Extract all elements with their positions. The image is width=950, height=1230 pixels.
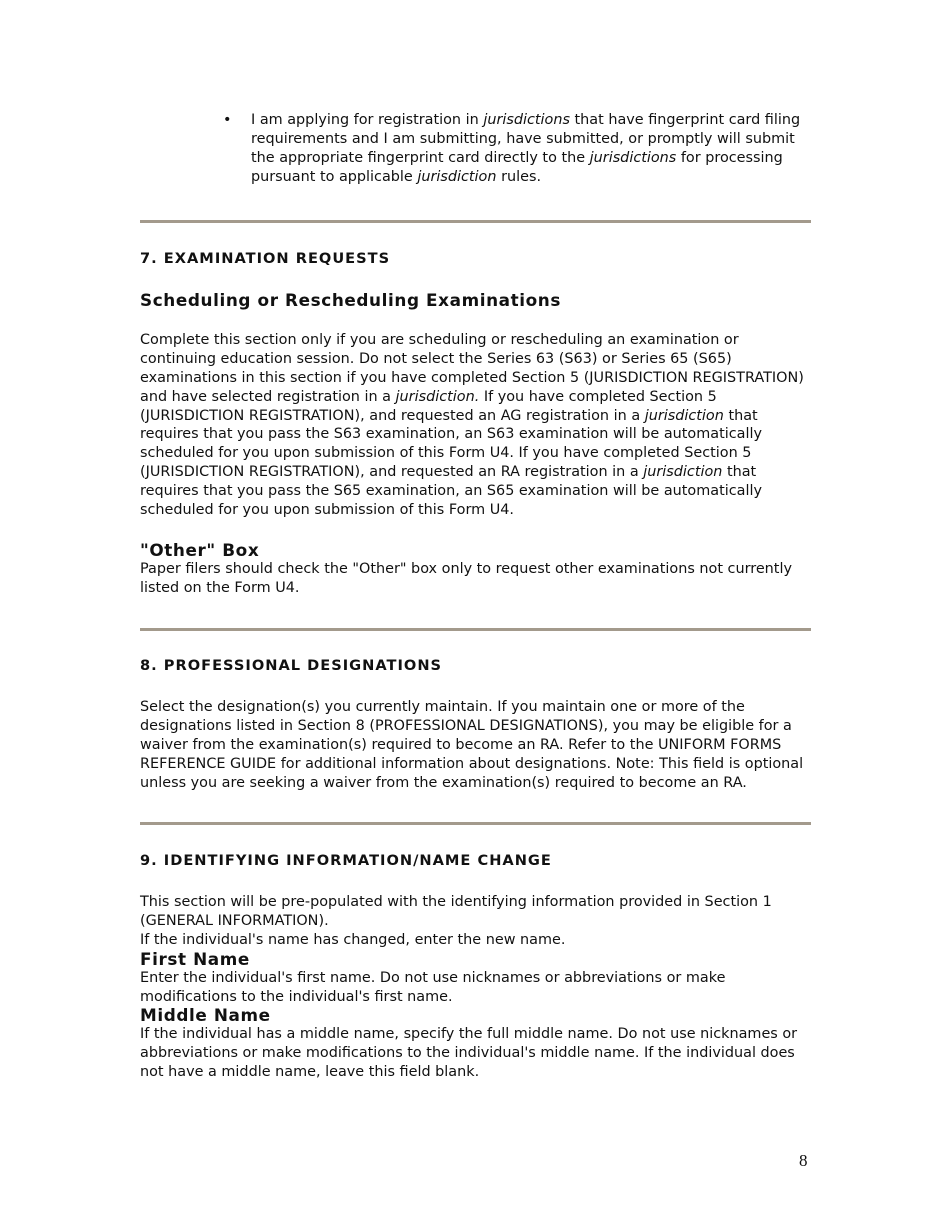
section-8-body	[140, 698, 812, 793]
section-9-body	[140, 893, 812, 1082]
scheduling-subheading: Scheduling or Rescheduling Examinations	[140, 290, 561, 310]
fingerprint-bullet	[223, 111, 813, 187]
other-box-text: Paper filers should check the "Other" box only to request other examinations not currently listed on the Form U4.	[140, 560, 792, 596]
section-divider	[140, 628, 811, 631]
name-change-text: If the individual's name has changed, enter the new name.	[140, 931, 566, 948]
section-7-body	[140, 291, 812, 598]
section-7-heading: 7. EXAMINATION REQUESTS	[140, 250, 391, 267]
first-name-text: Enter the individual's first name. Do not use nicknames or abbreviations or make modifications to the individual's first name.	[140, 969, 726, 1005]
section-8-heading: 8. PROFESSIONAL DESIGNATIONS	[140, 657, 443, 674]
section-divider	[140, 822, 811, 825]
fingerprint-bullet-text: I am applying for registration in jurisdictions that have fingerprint card filing requirements and I am submitting, have submitted, or promptly will submit the appropriate fingerprint card directly to the jurisdictions for processing pursuant to applicable jurisdiction rules.	[251, 112, 801, 185]
section-9-intro: This section will be pre-populated with the identifying information provided in Section 1 (GENERAL INFORMATION).	[140, 894, 772, 929]
section-9-heading: 9. IDENTIFYING INFORMATION/NAME CHANGE	[140, 852, 552, 869]
page-number: 8	[799, 1151, 808, 1170]
middle-name-heading: Middle Name	[140, 1005, 271, 1026]
first-name-heading: First Name	[140, 948, 250, 969]
other-box-heading: "Other" Box	[140, 539, 260, 560]
section-7-paragraph: Complete this section only if you are scheduling or rescheduling an examination or continuing education session. Do not select the Series 63 (S63) or Series 65 (S65) examinations in this section if you have completed Section 5 (JURISDICTION REGISTRATION) and have selected registration in a jurisdiction. If you have completed Section 5 (JURISDICTION REGISTRATION), and requested an AG registration in a jurisdiction that requires that you pass the S63 examination, an S63 examination will be automatically scheduled for you upon submission of this Form U4. If you have completed Section 5 (JURISDICTION REGISTRATION), and requested an RA registration in a jurisdiction that requires that you pass the S65 examination, an S65 examination will be automatically scheduled for you upon submission of this Form U4.	[140, 331, 804, 519]
section-8-paragraph: Select the designation(s) you currently maintain. If you maintain one or more of the designations listed in Section 8 (PROFESSIONAL DESIGNATIONS), you may be eligible for a waiver from the examination(s) required to become an RA. Refer to the UNIFORM FORMS REFERENCE GUIDE for additional information about designations. Note: This field is optional unless you are seeking a waiver from the examination(s) required to become an RA.	[140, 699, 804, 791]
middle-name-text: If the individual has a middle name, specify the full middle name. Do not use nicknames or abbreviations or make modifications to the individual's middle name. If the individual does not have a middle name, leave this field blank.	[140, 1026, 798, 1081]
bullet-dot: •	[223, 112, 232, 128]
section-divider	[140, 220, 811, 223]
